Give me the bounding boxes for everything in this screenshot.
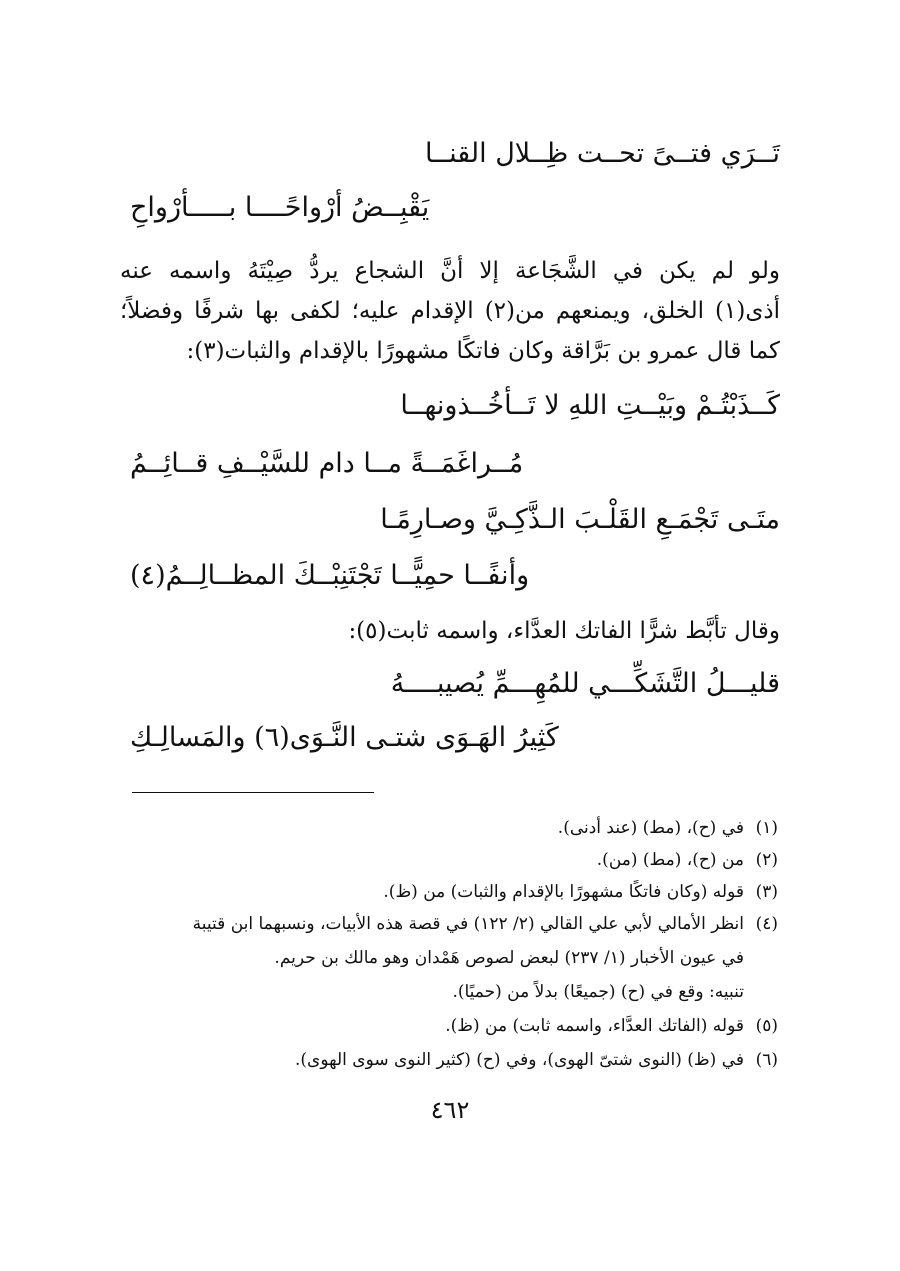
verse-line: يَقْبِــضُ أرْواحًــــا بـــــأرْواحِ [130,192,430,223]
paragraph-line: كما قال عمرو بن بَرَّاقة وكان فاتكًا مشهورًا بالإقدام والثبات(٣): [186,338,780,364]
footnote [193,914,778,934]
paragraph-line: أذى(١) الخلق، ويمنعهم من(٢) الإقدام عليه؛ لكفى بها شرفًا وفضلاً؛ [120,298,780,324]
verse-line: قليـــلُ التَّشَكِّـــي للمُهِـــمِّ يُصيبــــهُ [390,668,780,699]
footnote-continuation: تنبيه: وقع في (ح) (جميعًا) بدلاً من (حميًا). [452,982,744,1002]
footnote-text: في (ظ) (النوى شتىّ الهوى)، وفي (ح) (كثير النوى سوى الهوى). [295,1050,744,1070]
verse-line: مُــراغَمَــةً مــا دام للسَّيْــفِ قــائِــمُ [130,448,524,479]
footnote-number: (٣) [755,882,778,902]
footnote [445,1016,778,1036]
footnote-number: (٢) [755,850,778,870]
footnote [383,882,778,902]
footnote-text: قوله (وكان فاتكًا مشهورًا بالإقدام والثبات) من (ظ). [383,882,744,902]
verse-line: كَــذَبْتُـمْ وبَيْــتِ اللهِ لا تَــأخُــذونهــا [400,390,780,421]
footnote-text: من (ح)، (مط) (من). [596,850,744,870]
footnote-continuation: في عيون الأخبار (١/ ٢٣٧) لبعض لصوص هَمْدان وهو مالك بن حريم. [274,948,744,968]
footnote-number: (٦) [755,1050,778,1070]
footnote-text: في (ح)، (مط) (عند أدنى). [557,818,744,838]
footnote-text: انظر الأمالي لأبي علي القالي (٢/ ١٢٢) في قصة هذه الأبيات، ونسبهما ابن قتيبة [192,914,744,934]
footnote-text: قوله (الفاتك العدَّاء، واسمه ثابت) من (ظ). [445,1016,744,1036]
verse-line: كَثِيرُ الهَـوَى شتـى النَّـوَى(٦) والمَسالِـكِ [130,722,559,753]
footnote [597,850,778,870]
page-number: ٤٦٢ [430,1096,470,1124]
paragraph-line: وقال تأبَّط شرًّا الفاتك العدَّاء، واسمه ثابت(٥): [348,618,780,644]
verse-line: تَــرَي فتــىً تحــت ظِــلال القنــا [425,138,780,169]
paragraph-line: ولو لم يكن في الشَّجَاعة إلا أنَّ الشجاع يردُّ صِيْتَهُ واسمه عنه [120,258,780,284]
footnote-number: (١) [755,818,778,838]
footnote-number: (٤) [755,914,778,934]
footnote [558,818,778,838]
verse-line: متَـى تَجْمَـعِ القَلْـبَ الـذَّكِـيَّ وصـارِمًـا [380,504,780,535]
footnote-separator [132,792,374,793]
footnote [295,1050,778,1070]
verse-line: وأنفًــا حمِيًّــا تَجْتَنِبْــكَ المظــالِــمُ(٤) [130,560,530,591]
footnote-number: (٥) [755,1016,778,1036]
